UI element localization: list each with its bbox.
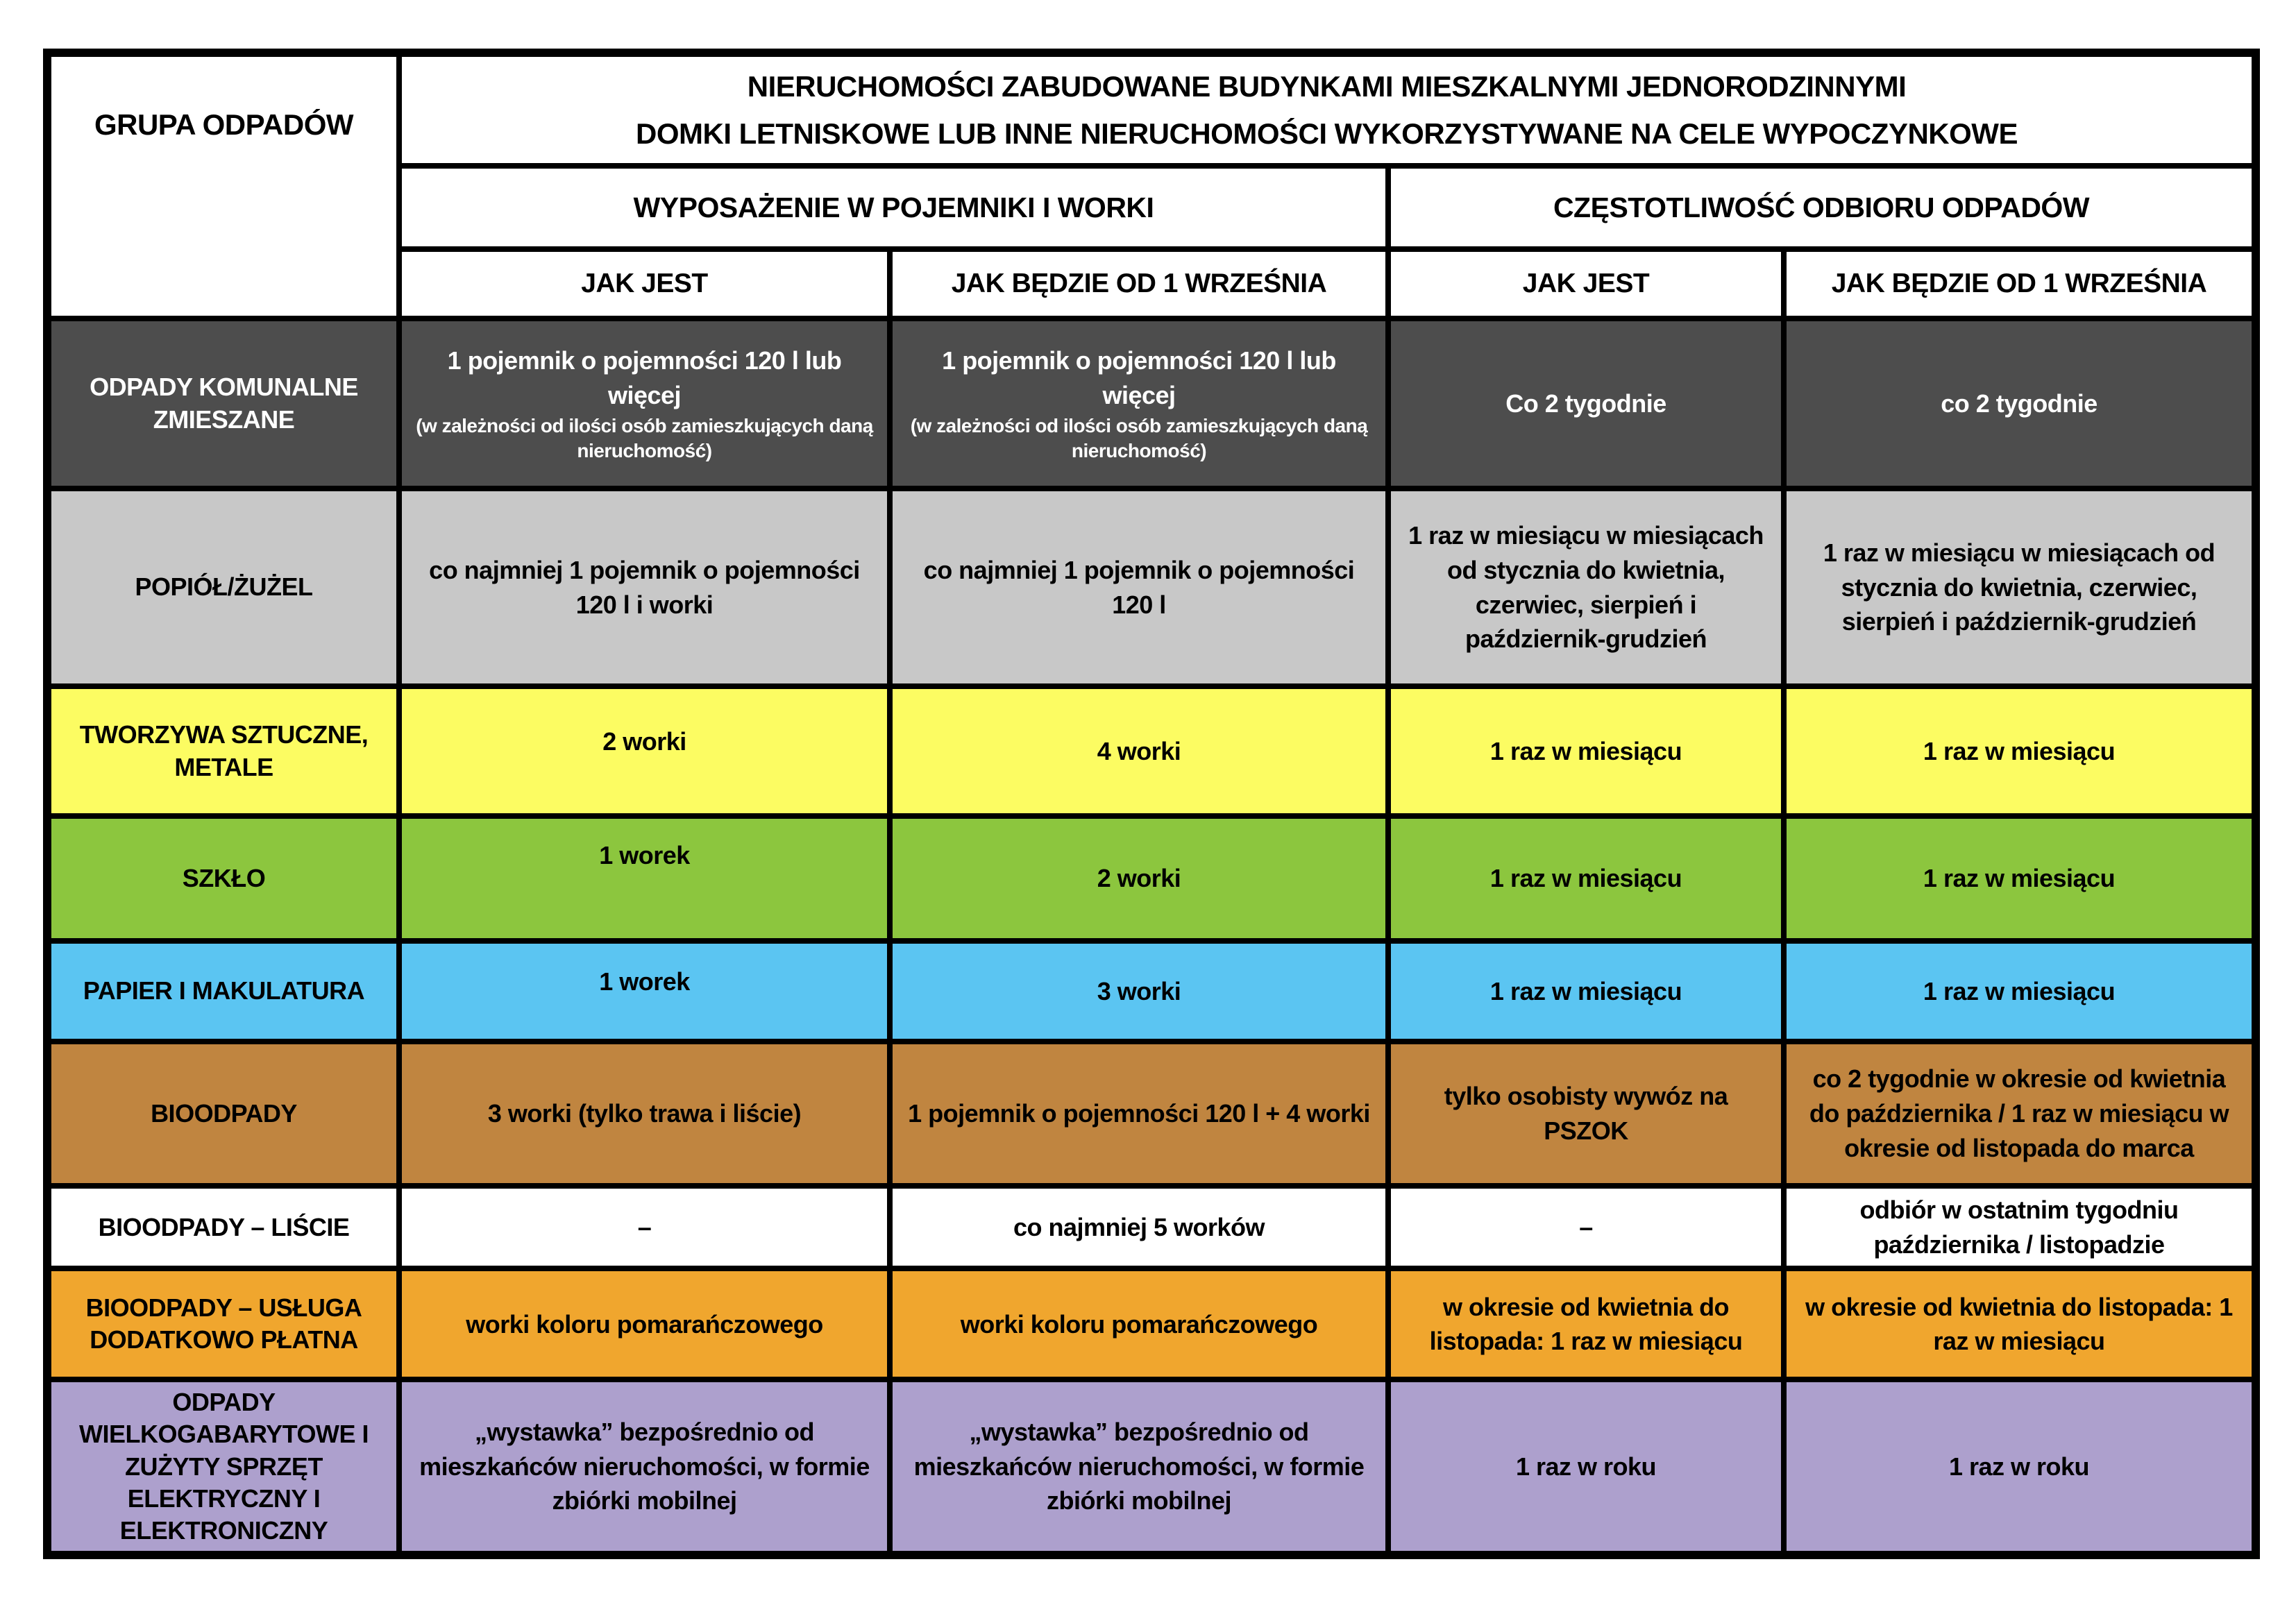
row-label: TWORZYWA SZTUCZNE, METALE (47, 686, 399, 816)
cell-fr-current (1388, 941, 1784, 1042)
table-row-biowaste (47, 1042, 2256, 1186)
cell-fr-future (1784, 941, 2256, 1042)
column-header-eq-future: JAK BĘDZIE OD 1 WRZEŚNIA (890, 249, 1388, 318)
cell-fr-future (1784, 1042, 2256, 1186)
cell-text: worki koloru pomarańczowego (960, 1309, 1318, 1339)
cell-eq-current (399, 1042, 890, 1186)
cell-fr-current (1388, 1379, 1784, 1554)
cell-text: 1 raz w roku (1948, 1452, 2090, 1481)
table-row-biowaste-leaves (47, 1186, 2256, 1268)
cell-text: 2 worki (602, 726, 686, 756)
cell-fr-future (1784, 1379, 2256, 1554)
row-label: POPIÓŁ/ŻUŻEL (47, 488, 399, 686)
cell-text: 1 raz w miesiącu (1923, 864, 2116, 893)
cell-text: 1 pojemnik o pojemności 120 l + 4 worki (908, 1099, 1370, 1128)
cell-text: w okresie od kwietnia do listopada: 1 raz w miesiącu (1429, 1292, 1743, 1356)
cell-fr-future (1784, 318, 2256, 488)
cell-eq-future (890, 488, 1388, 686)
cell-text: 1 raz w miesiącu (1489, 976, 1682, 1005)
waste-collection-table (43, 49, 2260, 1559)
cell-text: co najmniej 5 worków (1013, 1212, 1265, 1241)
table-row-paper (47, 941, 2256, 1042)
cell-fr-current (1388, 686, 1784, 816)
row-label: PAPIER I MAKULATURA (47, 941, 399, 1042)
cell-eq-future (890, 1379, 1388, 1554)
cell-text: 1 raz w miesiącu (1923, 976, 2116, 1005)
row-label: ODPADY KOMUNALNE ZMIESZANE (47, 318, 399, 488)
cell-text: co 2 tygodnie (1941, 389, 2097, 418)
section-header-containers: WYPOSAŻENIE W POJEMNIKI I WORKI (399, 166, 1388, 249)
table-row-glass (47, 816, 2256, 941)
row-label: SZKŁO (47, 816, 399, 941)
section-header-frequency: CZĘSTOTLIWOŚĆ ODBIORU ODPADÓW (1388, 166, 2256, 249)
cell-eq-future (890, 686, 1388, 816)
corner-label: GRUPA ODPADÓW (47, 53, 399, 318)
cell-eq-current (399, 686, 890, 816)
cell-text: 1 raz w miesiącu w miesiącach od stycznia do kwietnia, czerwiec, sierpień i październik-grudzień (1408, 521, 1764, 654)
cell-text: co 2 tygodnie w okresie od kwietnia do października / 1 raz w miesiącu w okresie od listopada do marca (1809, 1064, 2229, 1162)
column-header-fr-current: JAK JEST (1388, 249, 1784, 318)
cell-text: 1 worek (599, 841, 690, 870)
row-label: BIOODPADY – LIŚCIE (47, 1186, 399, 1268)
main-title-line1: NIERUCHOMOŚCI ZABUDOWANE BUDYNKAMI MIESZKALNYMI JEDNORODZINNYMI (747, 70, 1907, 103)
cell-eq-future (890, 1186, 1388, 1268)
cell-fr-future (1784, 686, 2256, 816)
cell-text: co najmniej 1 pojemnik o pojemności 120 l i worki (429, 555, 860, 619)
cell-fr-future (1784, 1186, 2256, 1268)
cell-eq-future (890, 816, 1388, 941)
cell-eq-current (399, 1379, 890, 1554)
cell-text: 1 raz w roku (1515, 1452, 1657, 1481)
cell-eq-future (890, 1268, 1388, 1379)
cell-text: 1 raz w miesiącu (1489, 864, 1682, 893)
cell-eq-current (399, 1268, 890, 1379)
column-header-fr-future: JAK BĘDZIE OD 1 WRZEŚNIA (1784, 249, 2256, 318)
cell-text: 3 worki (1097, 976, 1181, 1005)
cell-text: 2 worki (1097, 864, 1181, 893)
row-label: ODPADY WIELKOGABARYTOWE I ZUŻYTY SPRZĘT ELEKTRYCZNY I ELEKTRONICZNY (47, 1379, 399, 1554)
cell-eq-future (890, 1042, 1388, 1186)
cell-text: odbiór w ostatnim tygodniu października / listopadzie (1859, 1196, 2179, 1259)
table-row-bulky-waste-electronics (47, 1379, 2256, 1554)
table-row-ash-slag (47, 488, 2256, 686)
column-header-eq-current: JAK JEST (399, 249, 890, 318)
cell-note: (w zależności od ilości osób zamieszkujących daną nieruchomość) (910, 415, 1368, 462)
main-title-line2: DOMKI LETNISKOWE LUB INNE NIERUCHOMOŚCI WYKORZYSTYWANE NA CELE WYPOCZYNKOWE (636, 117, 2018, 150)
cell-fr-future (1784, 816, 2256, 941)
cell-eq-current (399, 941, 890, 1042)
cell-text: co najmniej 1 pojemnik o pojemności 120 l (923, 555, 1355, 619)
cell-text: 1 raz w miesiącu (1489, 736, 1682, 765)
cell-eq-current (399, 816, 890, 941)
row-label: BIOODPADY – USŁUGA DODATKOWO PŁATNA (47, 1268, 399, 1379)
cell-text: 1 raz w miesiącu (1923, 736, 2116, 765)
header-title-row (47, 53, 2256, 166)
cell-text: 3 worki (tylko trawa i liście) (487, 1099, 802, 1128)
cell-text: w okresie od kwietnia do listopada: 1 raz w miesiącu (1805, 1292, 2233, 1356)
table-row-mixed-waste (47, 318, 2256, 488)
cell-note: (w zależności od ilości osób zamieszkujących daną nieruchomość) (416, 415, 873, 462)
cell-fr-future (1784, 1268, 2256, 1379)
cell-text: 1 raz w miesiącu w miesiącach od stycznia do kwietnia, czerwiec, sierpień i październik-grudzień (1823, 538, 2215, 636)
cell-eq-current (399, 1186, 890, 1268)
table-row-plastics-metals (47, 686, 2256, 816)
cell-eq-current (399, 318, 890, 488)
cell-fr-current (1388, 318, 1784, 488)
cell-text: – (1579, 1212, 1593, 1241)
cell-fr-current (1388, 1268, 1784, 1379)
cell-text: worki koloru pomarańczowego (466, 1309, 823, 1339)
cell-text: – (637, 1212, 652, 1241)
cell-text: Co 2 tygodnie (1505, 389, 1666, 418)
cell-text: 1 pojemnik o pojemności 120 l lub więcej (447, 346, 842, 409)
cell-eq-current (399, 488, 890, 686)
cell-eq-future (890, 318, 1388, 488)
cell-text: tylko osobisty wywóz na PSZOK (1444, 1082, 1728, 1145)
cell-eq-future (890, 941, 1388, 1042)
cell-text: 1 worek (599, 967, 690, 996)
cell-fr-future (1784, 488, 2256, 686)
cell-fr-current (1388, 1186, 1784, 1268)
row-label: BIOODPADY (47, 1042, 399, 1186)
cell-text: „wystawka” bezpośrednio od mieszkańców nieruchomości, w formie zbiórki mobilnej (913, 1418, 1365, 1515)
cell-text: „wystawka” bezpośrednio od mieszkańców nieruchomości, w formie zbiórki mobilnej (419, 1418, 870, 1515)
cell-text: 1 pojemnik o pojemności 120 l lub więcej (942, 346, 1336, 409)
cell-fr-current (1388, 816, 1784, 941)
table-row-biowaste-paid-service (47, 1268, 2256, 1379)
cell-fr-current (1388, 1042, 1784, 1186)
main-title (399, 53, 2256, 166)
cell-fr-current (1388, 488, 1784, 686)
cell-text: 4 worki (1097, 736, 1181, 765)
